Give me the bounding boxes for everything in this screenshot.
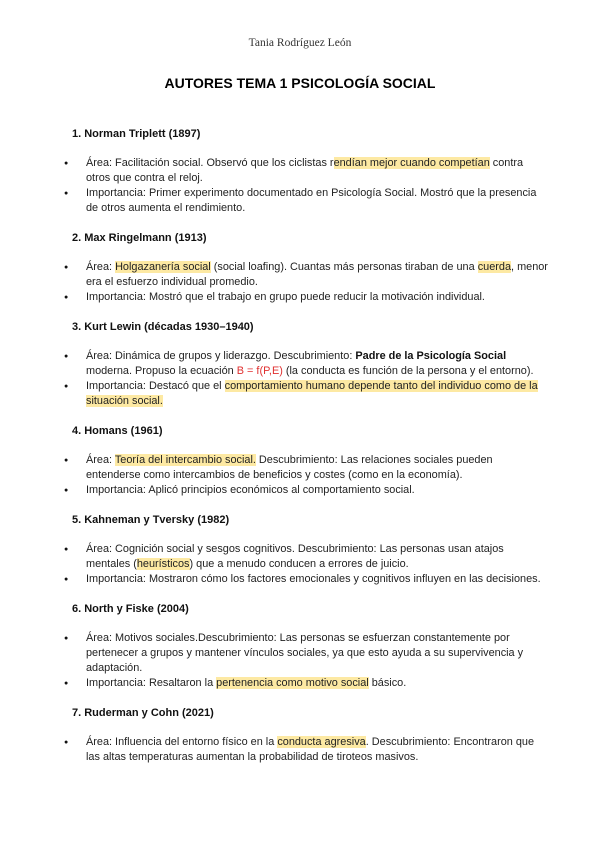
section-homans <box>70 424 548 498</box>
bullet-area: ● Área: Holgazanería social (social loafing). Cuantas más personas tiraban de una cuerda, menor era el esfuerzo individual promedio. <box>70 260 548 290</box>
section-ringelmann <box>70 231 548 305</box>
section-heading: 2. Max Ringelmann (1913) <box>72 232 207 244</box>
bullet-importancia: ● Importancia: Primer experimento documentado en Psicología Social. Mostró que la presencia de otros aumenta el rendimiento. <box>70 186 548 216</box>
section-heading: 3. Kurt Lewin (décadas 1930–1940) <box>72 321 254 333</box>
bullet-area: ● Área: Facilitación social. Observó que los ciclistas rendían mejor cuando competían contra otros que contra el reloj. <box>70 156 548 186</box>
highlight: comportamiento humano depende tanto del individuo como de la situación social. <box>86 380 538 407</box>
section-heading: 1. Norman Triplett (1897) <box>72 128 201 140</box>
section-ruderman-cohn <box>70 706 548 765</box>
section-heading: 4. Homans (1961) <box>72 425 163 437</box>
section-heading: 6. North y Fiske (2004) <box>72 603 189 615</box>
highlight: Teoría del intercambio social. <box>114 454 256 466</box>
section-north-fiske <box>70 602 548 691</box>
document-title: AUTORES TEMA 1 PSICOLOGÍA SOCIAL <box>164 75 436 91</box>
highlight: conducta agresiva <box>277 736 366 748</box>
highlight: Holgazanería social <box>115 261 211 273</box>
highlight: cuerda <box>477 261 512 273</box>
bullet-importancia: ● Importancia: Mostraron cómo los factores emocionales y cognitivos influyen en las decisiones. <box>70 572 548 587</box>
section-lewin <box>70 320 548 409</box>
bullet-importancia: ● Importancia: Mostró que el trabajo en grupo puede reducir la motivación individual. <box>70 290 548 305</box>
highlight: pertenencia como motivo social <box>216 677 369 689</box>
bullet-area: ● Área: Motivos sociales.Descubrimiento: Las personas se esfuerzan constantemente por pertenecer a grupos y mantener vínculos sociales, ya que esto ayuda a su supervivencia y adaptación. <box>70 631 548 676</box>
section-triplett <box>70 127 548 216</box>
bullet-area: ● Área: Dinámica de grupos y liderazgo. Descubrimiento: Padre de la Psicología Social moderna. Propuso la ecuación B = f(P,E) (la conducta es función de la persona y el entorno). <box>70 349 548 379</box>
bullet-importancia: ● Importancia: Destacó que el comportamiento humano depende tanto del individuo como de la situación social. <box>70 379 548 409</box>
bullet-importancia: ● Importancia: Resaltaron la pertenencia como motivo social básico. <box>70 676 548 691</box>
highlight: heurísticos <box>136 558 190 570</box>
bullet-area: ● Área: Teoría del intercambio social. Descubrimiento: Las relaciones sociales pueden entenderse como intercambios de beneficios y costes (como en la economía). <box>70 453 548 483</box>
section-heading: 5. Kahneman y Tversky (1982) <box>72 514 230 526</box>
bold-text: Padre de la Psicología Social <box>355 350 507 362</box>
document-author: Tania Rodríguez León <box>248 37 352 49</box>
bullet-area: ● Área: Influencia del entorno físico en la conducta agresiva. Descubrimiento: Encontraron que las altas temperaturas aumentan la probabilidad de tiroteos masivos. <box>70 735 548 765</box>
bullet-area: ● Área: Cognición social y sesgos cognitivos. Descubrimiento: Las personas usan atajos mentales (heurísticos) que a menudo conducen a errores de juicio. <box>70 542 548 572</box>
section-kahneman-tversky <box>70 513 548 587</box>
highlight: endían mejor cuando competían <box>333 157 490 169</box>
formula: B = f(P,E) <box>236 365 283 377</box>
section-heading: 7. Ruderman y Cohn (2021) <box>72 707 214 719</box>
document-body <box>70 127 548 780</box>
bullet-importancia: ● Importancia: Aplicó principios económicos al comportamiento social. <box>70 483 548 498</box>
